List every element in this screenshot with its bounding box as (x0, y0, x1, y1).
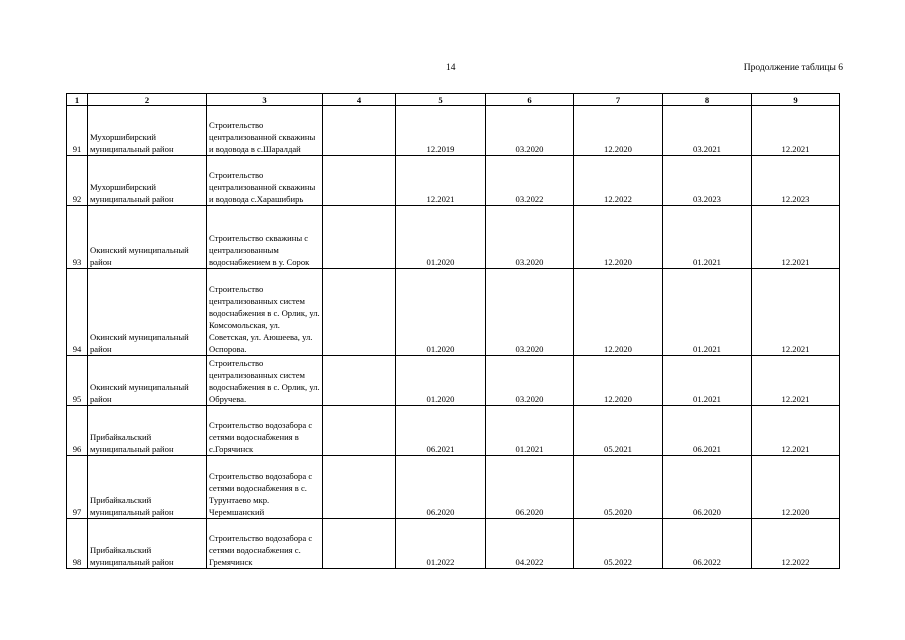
col6-date: 03.2022 (486, 156, 574, 206)
object-cell: Строительство водозабора с сетями водоснабжения в с.Горячинск (207, 406, 323, 456)
district-cell: Окинский муниципальный район (88, 269, 207, 356)
col7-date: 05.2021 (574, 406, 663, 456)
col7-date: 05.2022 (574, 519, 663, 569)
row-number: 98 (67, 519, 88, 569)
object-cell: Строительство централизованной скважины и водовода в с.Шаралдай (207, 106, 323, 156)
col7-date: 12.2020 (574, 206, 663, 269)
table-row (67, 456, 840, 519)
row-number: 92 (67, 156, 88, 206)
column-header-1: 1 (67, 94, 88, 106)
district-cell: Окинский муниципальный район (88, 206, 207, 269)
col9-date: 12.2021 (752, 269, 840, 356)
col6-date: 03.2020 (486, 206, 574, 269)
column-header-2: 2 (88, 94, 207, 106)
column-header-6: 6 (486, 94, 574, 106)
district-cell: Мухоршибирский муниципальный район (88, 106, 207, 156)
col8-date: 06.2021 (663, 406, 752, 456)
row-number: 93 (67, 206, 88, 269)
row-number: 94 (67, 269, 88, 356)
col7-date: 12.2020 (574, 356, 663, 406)
col6-date: 01.2021 (486, 406, 574, 456)
col9-date: 12.2021 (752, 356, 840, 406)
col8-date: 06.2020 (663, 456, 752, 519)
col8-date: 01.2021 (663, 206, 752, 269)
col9-date: 12.2022 (752, 519, 840, 569)
col5-date: 06.2021 (396, 406, 486, 456)
col4-cell (323, 456, 396, 519)
table-row (67, 269, 840, 356)
table-row (67, 106, 840, 156)
col9-date: 12.2021 (752, 106, 840, 156)
col4-cell (323, 269, 396, 356)
col5-date: 01.2022 (396, 519, 486, 569)
district-cell: Окинский муниципальный район (88, 356, 207, 406)
col4-cell (323, 106, 396, 156)
col4-cell (323, 206, 396, 269)
object-cell: Строительство скважины с централизованным водоснабжением в у. Сорок (207, 206, 323, 269)
table-row (67, 156, 840, 206)
col4-cell (323, 519, 396, 569)
column-header-9: 9 (752, 94, 840, 106)
col4-cell (323, 406, 396, 456)
district-cell: Мухоршибирский муниципальный район (88, 156, 207, 206)
district-cell: Прибайкальский муниципальный район (88, 406, 207, 456)
table-header-row (67, 94, 840, 106)
row-number: 96 (67, 406, 88, 456)
col8-date: 03.2021 (663, 106, 752, 156)
col7-date: 12.2020 (574, 269, 663, 356)
column-header-8: 8 (663, 94, 752, 106)
col6-date: 06.2020 (486, 456, 574, 519)
col9-date: 12.2020 (752, 456, 840, 519)
object-cell: Строительство централизованных систем водоснабжения в с. Орлик, ул. Обручева. (207, 356, 323, 406)
col8-date: 03.2023 (663, 156, 752, 206)
object-cell: Строительство централизованных систем водоснабжения в с. Орлик, ул. Комсомольская, ул. Советская, ул. Аюшеева, ул. Оспорова. (207, 269, 323, 356)
table-continuation-label: Продолжение таблицы 6 (743, 63, 843, 73)
col9-date: 12.2021 (752, 206, 840, 269)
page-number: 14 (446, 63, 456, 73)
col5-date: 12.2021 (396, 156, 486, 206)
col6-date: 03.2020 (486, 269, 574, 356)
row-number: 97 (67, 456, 88, 519)
district-cell: Прибайкальский муниципальный район (88, 456, 207, 519)
col8-date: 06.2022 (663, 519, 752, 569)
table-row (67, 519, 840, 569)
col7-date: 12.2022 (574, 156, 663, 206)
column-header-7: 7 (574, 94, 663, 106)
works-schedule-table (66, 93, 840, 569)
column-header-5: 5 (396, 94, 486, 106)
col5-date: 12.2019 (396, 106, 486, 156)
col9-date: 12.2021 (752, 406, 840, 456)
col8-date: 01.2021 (663, 356, 752, 406)
col6-date: 03.2020 (486, 356, 574, 406)
col5-date: 01.2020 (396, 269, 486, 356)
col4-cell (323, 156, 396, 206)
column-header-4: 4 (323, 94, 396, 106)
table-row (67, 356, 840, 406)
col5-date: 01.2020 (396, 356, 486, 406)
col7-date: 05.2020 (574, 456, 663, 519)
district-cell: Прибайкальский муниципальный район (88, 519, 207, 569)
table-row (67, 406, 840, 456)
col4-cell (323, 356, 396, 406)
col8-date: 01.2021 (663, 269, 752, 356)
col7-date: 12.2020 (574, 106, 663, 156)
object-cell: Строительство водозабора с сетями водоснабжения с. Гремячинск (207, 519, 323, 569)
col6-date: 03.2020 (486, 106, 574, 156)
column-header-3: 3 (207, 94, 323, 106)
row-number: 91 (67, 106, 88, 156)
object-cell: Строительство централизованной скважины и водовода с.Харашибирь (207, 156, 323, 206)
col6-date: 04.2022 (486, 519, 574, 569)
col5-date: 01.2020 (396, 206, 486, 269)
col5-date: 06.2020 (396, 456, 486, 519)
object-cell: Строительство водозабора с сетями водоснабжения в с. Турунтаево мкр. Черемшанский (207, 456, 323, 519)
table-row (67, 206, 840, 269)
col9-date: 12.2023 (752, 156, 840, 206)
row-number: 95 (67, 356, 88, 406)
